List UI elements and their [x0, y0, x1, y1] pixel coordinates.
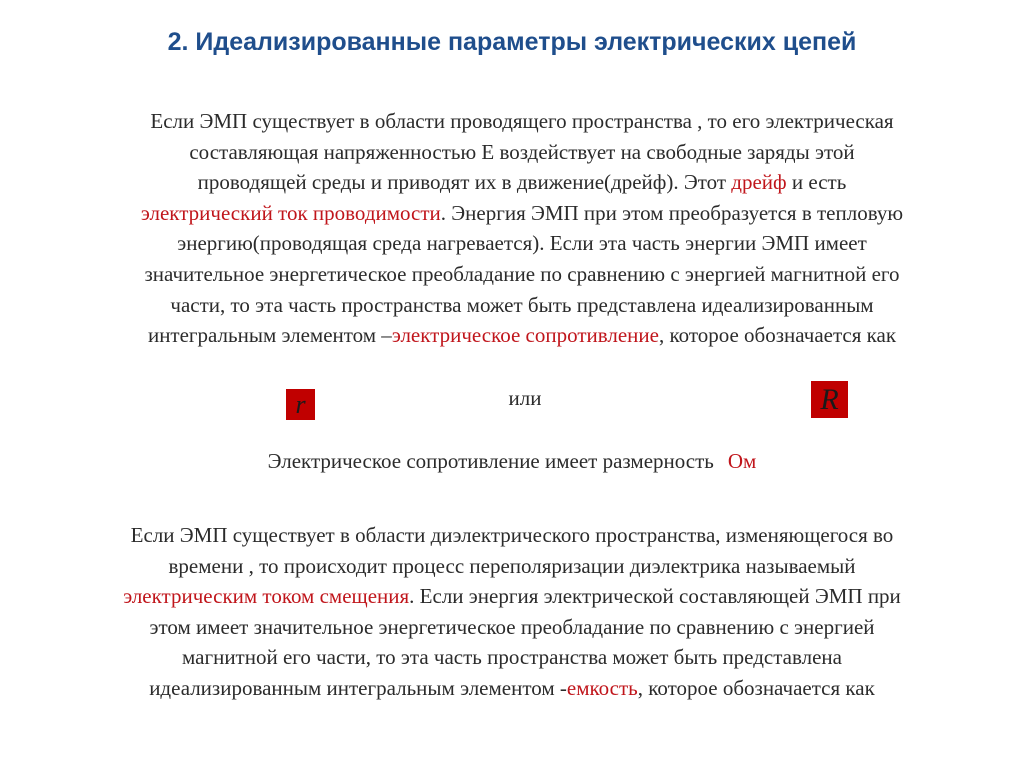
text-line: [20, 673, 1004, 704]
text-segment: проводящей среды и приводят их в движение(дрейф). Этот: [197, 170, 732, 195]
text-segment: и есть: [786, 170, 847, 195]
highlight-displacement-current: электрическим током смещения: [123, 584, 410, 609]
text-segment: интегральным элементом –: [147, 323, 392, 348]
highlight-capacitance: емкость: [566, 675, 638, 700]
unit-ohm: Ом: [727, 449, 757, 473]
highlight-resistance: электрическое сопротивление: [391, 323, 659, 348]
text-segment: , которое обозначается как: [637, 675, 875, 700]
text-line: составляющая напряженностью Е воздействует на свободные заряды этой: [189, 139, 855, 164]
highlight-conduction-current: электрический ток проводимости: [140, 200, 441, 225]
paragraph-conduction: [40, 106, 1004, 351]
text-line: [40, 167, 1004, 198]
text-line: [40, 320, 1004, 351]
text-line: [20, 581, 1004, 612]
symbol-uppercase-r: R: [811, 381, 848, 418]
text-segment: идеализированным интегральным элементом -: [149, 675, 567, 700]
text-line: Если ЭМП существует в области диэлектрического пространства, изменяющегося во: [130, 523, 894, 547]
text-line: этом имеет значительное энергетическое преобладание по сравнению с энергией: [149, 614, 875, 639]
text-line: значительное энергетическое преобладание по сравнению с энергией магнитной его: [144, 261, 900, 286]
symbol-lowercase-r: r: [286, 389, 315, 420]
or-label: или: [508, 386, 542, 410]
text-segment: . Если энергия электрической составляющей ЭМП при: [409, 584, 901, 609]
resistance-unit-line: [0, 449, 1024, 474]
text-line: Если ЭМП существует в области проводящего пространства , то его электрическая: [150, 109, 894, 133]
text-line: [40, 198, 1004, 229]
highlight-drift: дрейф: [731, 170, 787, 195]
text-segment: , которое обозначается как: [658, 323, 897, 348]
text-line: времени , то происходит процесс переполяризации диэлектрика называемый: [168, 553, 856, 578]
text-segment: . Энергия ЭМП при этом преобразуется в тепловую: [440, 200, 904, 225]
text-line: магнитной его части, то эта часть пространства может быть представлена: [182, 645, 842, 670]
text-line: энергию(проводящая среда нагревается). Если эта часть энергии ЭМП имеет: [177, 231, 867, 256]
text-line: части, то эта часть пространства может быть представлена идеализированным: [170, 292, 874, 317]
slide-title: 2. Идеализированные параметры электрических цепей: [167, 28, 857, 56]
unit-text: Электрическое сопротивление имеет размерность: [267, 449, 714, 473]
paragraph-displacement: [20, 520, 1004, 704]
